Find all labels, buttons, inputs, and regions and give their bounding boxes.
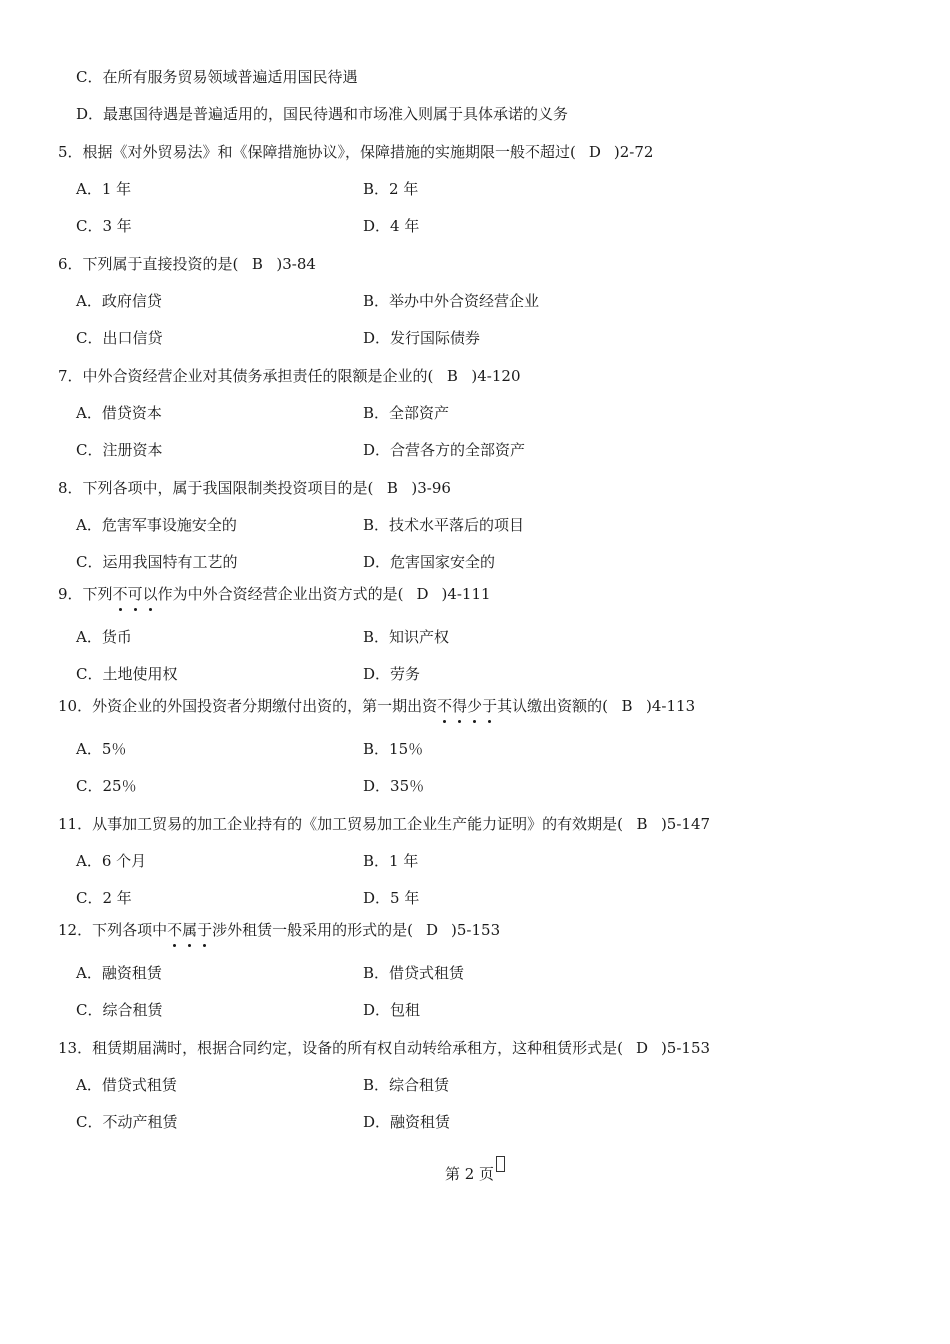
question-ref: )5-147 bbox=[660, 815, 711, 833]
answer: D bbox=[635, 1039, 648, 1057]
option-letter: B． bbox=[363, 1076, 390, 1094]
q11-option-c bbox=[76, 888, 132, 908]
question-ref: )5-153 bbox=[451, 921, 501, 939]
question-number: 11． bbox=[58, 815, 93, 833]
question-9 bbox=[58, 584, 491, 604]
option-text: 出口信贷 bbox=[102, 329, 163, 347]
question-number: 9． bbox=[58, 585, 83, 603]
emphasis-char: 以 bbox=[142, 585, 158, 603]
answer: B bbox=[621, 697, 633, 715]
option-text: 1 年 bbox=[389, 852, 419, 870]
option-text: 合营各方的全部资产 bbox=[390, 441, 526, 459]
question-text: 下列各项中，属于我国限制类投资项目的是( bbox=[82, 479, 374, 497]
answer: D bbox=[416, 585, 429, 603]
option-text: 2 年 bbox=[102, 889, 132, 907]
option-letter: A． bbox=[76, 740, 102, 758]
q13-option-a bbox=[76, 1075, 177, 1095]
question-text: 中外合资经营企业对其债务承担责任的限额是企业的( bbox=[82, 367, 434, 385]
option-letter: A． bbox=[76, 292, 102, 310]
question-text: 其认缴出资额的( bbox=[497, 697, 609, 715]
placeholder-box-icon bbox=[496, 1156, 505, 1172]
option-text: 不动产租赁 bbox=[102, 1113, 178, 1131]
option-text: 5 年 bbox=[390, 889, 420, 907]
question-text: 作为中外合资经营企业出资方式的是( bbox=[157, 585, 404, 603]
option-text: 借贷式租赁 bbox=[389, 964, 465, 982]
answer: B bbox=[251, 255, 263, 273]
option-text: 知识产权 bbox=[389, 628, 450, 646]
option-letter: D． bbox=[363, 217, 391, 235]
question-ref: )4-111 bbox=[441, 585, 491, 603]
option-text: 运用我国特有工艺的 bbox=[102, 553, 238, 571]
option-text: 15％ bbox=[389, 740, 424, 758]
option-letter: C． bbox=[76, 329, 103, 347]
option-text: 危害国家安全的 bbox=[390, 553, 496, 571]
answer: D bbox=[426, 921, 439, 939]
q12-option-c bbox=[76, 1000, 163, 1020]
option-letter: B． bbox=[363, 180, 390, 198]
option-letter: A． bbox=[76, 180, 102, 198]
option-text: 劳务 bbox=[390, 665, 421, 683]
question-text: 外资企业的外国投资者分期缴付出资的，第一期出资 bbox=[92, 697, 438, 715]
option-text: 4 年 bbox=[390, 217, 420, 235]
q5-option-d bbox=[363, 216, 419, 236]
option-letter: D． bbox=[363, 1113, 391, 1131]
q11-option-a bbox=[76, 851, 146, 871]
option-letter: C． bbox=[76, 889, 103, 907]
answer: B bbox=[446, 367, 458, 385]
question-text: 涉外租赁一般采用的形式的是( bbox=[212, 921, 414, 939]
option-letter: C． bbox=[76, 553, 103, 571]
q12-option-a bbox=[76, 963, 162, 983]
option-letter: C． bbox=[76, 665, 103, 683]
option-letter: B． bbox=[363, 740, 390, 758]
option-letter: B． bbox=[363, 628, 390, 646]
question-ref: )2-72 bbox=[613, 143, 654, 161]
question-number: 7． bbox=[58, 367, 83, 385]
q6-option-d bbox=[363, 328, 480, 348]
option-letter: D． bbox=[363, 665, 391, 683]
emphasis-char: 于 bbox=[482, 697, 498, 715]
question-number: 10． bbox=[58, 697, 93, 715]
question-5 bbox=[58, 142, 653, 162]
option-text: 3 年 bbox=[102, 217, 132, 235]
emphasis-char: 少 bbox=[467, 697, 483, 715]
emphasis-char: 不 bbox=[167, 921, 183, 939]
q9-option-b bbox=[363, 627, 449, 647]
q9-option-a bbox=[76, 627, 132, 647]
question-8 bbox=[58, 478, 451, 498]
option-letter: B． bbox=[363, 516, 390, 534]
q10-option-b bbox=[363, 739, 423, 759]
option-text: 借贷资本 bbox=[101, 404, 162, 422]
page-number: 第 2 页 bbox=[444, 1165, 495, 1183]
question-number: 8． bbox=[58, 479, 83, 497]
question-text: 下列 bbox=[82, 585, 113, 603]
option-text: 融资租赁 bbox=[101, 964, 162, 982]
option-letter: A． bbox=[76, 964, 102, 982]
option-text: 危害军事设施安全的 bbox=[101, 516, 237, 534]
question-ref: )5-153 bbox=[660, 1039, 711, 1057]
q8-option-d bbox=[363, 552, 495, 572]
option-text: 技术水平落后的项目 bbox=[389, 516, 525, 534]
option-letter: A． bbox=[76, 1076, 102, 1094]
option-text: 政府信贷 bbox=[101, 292, 162, 310]
q7-option-c bbox=[76, 440, 163, 460]
option-letter: D． bbox=[363, 777, 391, 795]
q6-option-c bbox=[76, 328, 163, 348]
option-letter: D． bbox=[363, 441, 391, 459]
option-text: 融资租赁 bbox=[390, 1113, 451, 1131]
option-letter: D． bbox=[363, 329, 391, 347]
question-number: 12． bbox=[58, 921, 93, 939]
emphasis-char: 不 bbox=[112, 585, 128, 603]
question-ref: )4-120 bbox=[471, 367, 521, 385]
question-text: 下列各项中 bbox=[92, 921, 168, 939]
question-text: 根据《对外贸易法》和《保障措施协议》，保障措施的实施期限一般不超过( bbox=[82, 143, 576, 161]
option-text: 25％ bbox=[102, 777, 137, 795]
question-number: 13． bbox=[58, 1039, 93, 1057]
emphasis-char: 不 bbox=[437, 697, 453, 715]
question-ref: )3-96 bbox=[411, 479, 451, 497]
question-text: 租赁期届满时，根据合同约定，设备的所有权自动转给承租方，这种租赁形式是( bbox=[92, 1039, 623, 1057]
option-letter: B． bbox=[363, 852, 390, 870]
option-letter: C． bbox=[76, 777, 103, 795]
q5-option-b bbox=[363, 179, 418, 199]
option-text: 5％ bbox=[101, 740, 127, 758]
q6-option-a bbox=[76, 291, 162, 311]
q13-option-b bbox=[363, 1075, 449, 1095]
option-letter: A． bbox=[76, 404, 102, 422]
option-c-prev bbox=[76, 67, 358, 87]
option-text: 最惠国待遇是普遍适用的，国民待遇和市场准入则属于具体承诺的义务 bbox=[103, 105, 569, 123]
option-letter: A． bbox=[76, 516, 102, 534]
option-text: 包租 bbox=[390, 1001, 421, 1019]
option-text: 综合租赁 bbox=[102, 1001, 163, 1019]
option-text: 综合租赁 bbox=[389, 1076, 450, 1094]
option-d-prev bbox=[76, 104, 568, 124]
question-6 bbox=[58, 254, 316, 274]
q7-option-a bbox=[76, 403, 162, 423]
option-text: 35％ bbox=[390, 777, 425, 795]
option-letter: D． bbox=[76, 105, 104, 123]
q13-option-c bbox=[76, 1112, 178, 1132]
answer: B bbox=[386, 479, 398, 497]
q12-option-b bbox=[363, 963, 464, 983]
option-text: 注册资本 bbox=[102, 441, 163, 459]
question-number: 6． bbox=[58, 255, 83, 273]
q9-option-d bbox=[363, 664, 420, 684]
option-letter: C． bbox=[76, 217, 103, 235]
option-letter: C． bbox=[76, 1113, 103, 1131]
q10-option-a bbox=[76, 739, 126, 759]
option-letter: B． bbox=[363, 404, 390, 422]
option-text: 土地使用权 bbox=[102, 665, 178, 683]
q10-option-d bbox=[363, 776, 424, 796]
option-letter: A． bbox=[76, 628, 102, 646]
emphasis-char: 于 bbox=[197, 921, 213, 939]
option-letter: A． bbox=[76, 852, 102, 870]
q12-option-d bbox=[363, 1000, 420, 1020]
question-ref: )4-113 bbox=[646, 697, 696, 715]
question-13 bbox=[58, 1038, 710, 1058]
answer: D bbox=[588, 143, 601, 161]
question-ref: )3-84 bbox=[276, 255, 316, 273]
question-number: 5． bbox=[58, 143, 83, 161]
option-text: 货币 bbox=[101, 628, 132, 646]
q8-option-c bbox=[76, 552, 238, 572]
q8-option-b bbox=[363, 515, 524, 535]
q8-option-a bbox=[76, 515, 237, 535]
option-letter: B． bbox=[363, 964, 390, 982]
page-footer bbox=[0, 1164, 950, 1184]
question-text: 从事加工贸易的加工企业持有的《加工贸易加工企业生产能力证明》的有效期是( bbox=[92, 815, 623, 833]
option-letter: D． bbox=[363, 553, 391, 571]
emphasis-char: 得 bbox=[452, 697, 468, 715]
option-text: 2 年 bbox=[389, 180, 419, 198]
q11-option-d bbox=[363, 888, 419, 908]
q7-option-d bbox=[363, 440, 525, 460]
q7-option-b bbox=[363, 403, 449, 423]
option-letter: D． bbox=[363, 1001, 391, 1019]
option-text: 全部资产 bbox=[389, 404, 450, 422]
option-text: 1 年 bbox=[101, 180, 132, 198]
option-text: 发行国际债券 bbox=[390, 329, 481, 347]
option-letter: D． bbox=[363, 889, 391, 907]
option-letter: C． bbox=[76, 441, 103, 459]
option-letter: B． bbox=[363, 292, 390, 310]
option-text: 6 个月 bbox=[101, 852, 147, 870]
option-letter: C． bbox=[76, 68, 103, 86]
q5-option-a bbox=[76, 179, 131, 199]
q9-option-c bbox=[76, 664, 178, 684]
option-letter: C． bbox=[76, 1001, 103, 1019]
question-12 bbox=[58, 920, 500, 940]
q6-option-b bbox=[363, 291, 539, 311]
emphasis-char: 属 bbox=[182, 921, 198, 939]
question-7 bbox=[58, 366, 521, 386]
q5-option-c bbox=[76, 216, 132, 236]
question-11 bbox=[58, 814, 710, 834]
q10-option-c bbox=[76, 776, 137, 796]
option-text: 借贷式租赁 bbox=[101, 1076, 177, 1094]
answer: B bbox=[636, 815, 648, 833]
question-10 bbox=[58, 696, 695, 716]
question-text: 下列属于直接投资的是( bbox=[82, 255, 239, 273]
emphasis-char: 可 bbox=[127, 585, 143, 603]
q11-option-b bbox=[363, 851, 418, 871]
q13-option-d bbox=[363, 1112, 450, 1132]
option-text: 举办中外合资经营企业 bbox=[389, 292, 540, 310]
option-text: 在所有服务贸易领域普遍适用国民待遇 bbox=[102, 68, 358, 86]
